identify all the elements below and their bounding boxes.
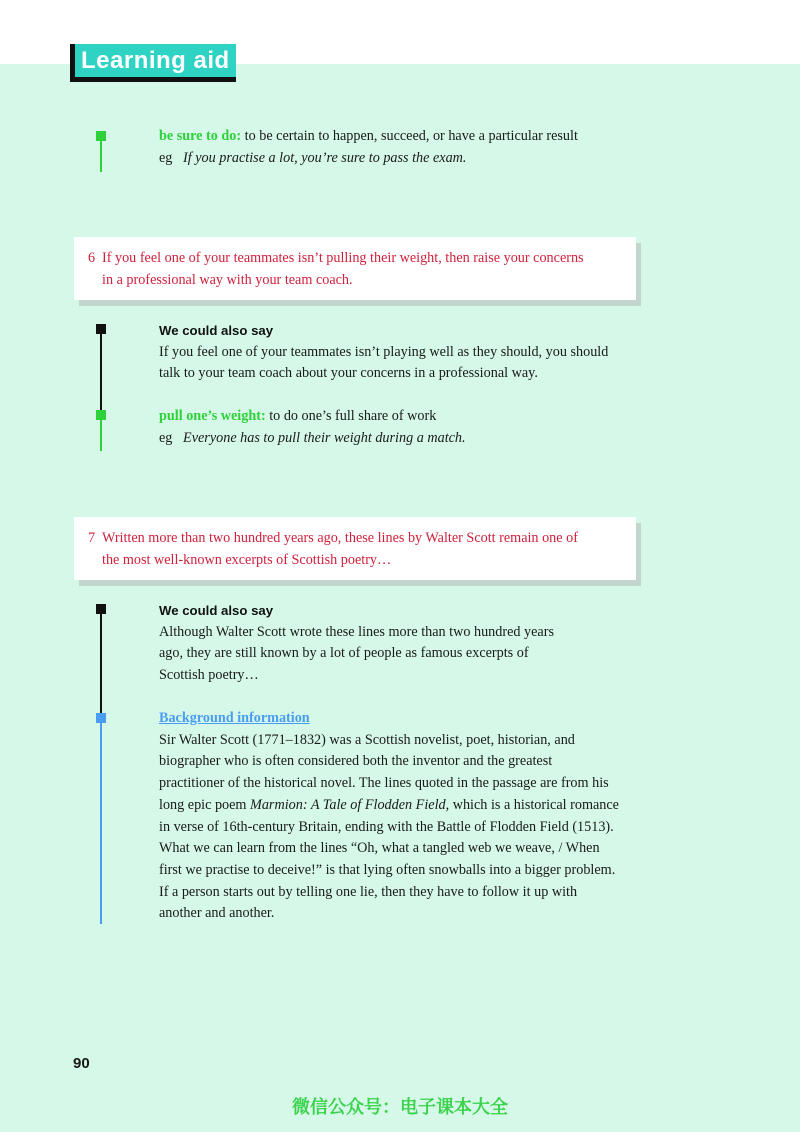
background-heading: Background information xyxy=(159,710,310,726)
alt-line: Although Walter Scott wrote these lines more than two hundred years xyxy=(159,623,554,640)
alt-phrasing-7 xyxy=(159,600,554,687)
green-line xyxy=(100,136,102,172)
quote-box-7 xyxy=(74,517,636,580)
quote-line: the most well-known excerpts of Scottish poetry… xyxy=(102,551,392,568)
bg-line: biographer who is often considered both the inventor and the greatest xyxy=(159,753,553,770)
black-line xyxy=(100,329,102,415)
eg-label: eg xyxy=(159,149,173,166)
bg-line: first we practise to deceive!” is that lying often snowballs into a bigger problem. xyxy=(159,861,616,878)
bg-text: long epic poem xyxy=(159,796,251,813)
alt-line: ago, they are still known by a lot of people as famous excerpts of xyxy=(159,645,529,662)
black-line xyxy=(100,609,102,713)
definition: to do one’s full share of work xyxy=(265,408,437,424)
quote-line: Written more than two hundred years ago, these lines by Walter Scott remain one of xyxy=(102,530,578,546)
bg-line: Sir Walter Scott (1771–1832) was a Scottish novelist, poet, historian, and xyxy=(159,731,575,748)
alt-line: If you feel one of your teammates isn’t playing well as they should, you should xyxy=(159,343,609,360)
alt-heading: We could also say xyxy=(159,323,274,338)
quote-box-6 xyxy=(74,237,636,300)
quote-number: 6 xyxy=(88,250,96,266)
bg-line: practitioner of the historical novel. The lines quoted in the passage are from his xyxy=(159,775,609,792)
alt-line: Scottish poetry… xyxy=(159,667,259,684)
quote-line: If you feel one of your teammates isn’t pulling their weight, then raise your concerns xyxy=(102,250,584,266)
poem-title: Marmion: A Tale of Flodden Field xyxy=(250,796,446,813)
green-line xyxy=(100,415,102,451)
alt-heading: We could also say xyxy=(159,603,274,618)
bg-text: , which is a historical romance xyxy=(445,796,619,813)
footer-watermark: 微信公众号：电子课本大全 xyxy=(292,1097,508,1118)
learning-aid-tag: Learning aid xyxy=(70,44,236,82)
background-information xyxy=(159,708,619,925)
term: pull one’s weight: xyxy=(159,408,266,424)
example-sentence: If you practise a lot, you’re sure to pass the exam. xyxy=(183,149,467,166)
bg-line: in verse of 16th-century Britain, ending with the Battle of Flodden Field (1513). xyxy=(159,818,614,835)
quote-line: in a professional way with your team coach. xyxy=(102,271,353,288)
example-sentence: Everyone has to pull their weight during a match. xyxy=(183,429,466,446)
bg-line: another and another. xyxy=(159,905,275,922)
quote-number: 7 xyxy=(88,530,96,546)
alt-line: talk to your team coach about your concerns in a professional way. xyxy=(159,365,538,382)
bg-line: If a person starts out by telling one lie, then they have to follow it up with xyxy=(159,883,578,900)
definition: to be certain to happen, succeed, or have a particular result xyxy=(241,128,578,144)
eg-label: eg xyxy=(159,429,173,446)
alt-phrasing-6 xyxy=(159,320,608,385)
definition-entry-6 xyxy=(159,406,466,449)
definition-entry-1 xyxy=(159,126,578,169)
page-number: 90 xyxy=(73,1055,90,1072)
bg-line: What we can learn from the lines “Oh, what a tangled web we weave, / When xyxy=(159,840,600,857)
term: be sure to do: xyxy=(159,128,242,144)
page-background xyxy=(0,64,800,1132)
blue-line xyxy=(100,718,102,924)
